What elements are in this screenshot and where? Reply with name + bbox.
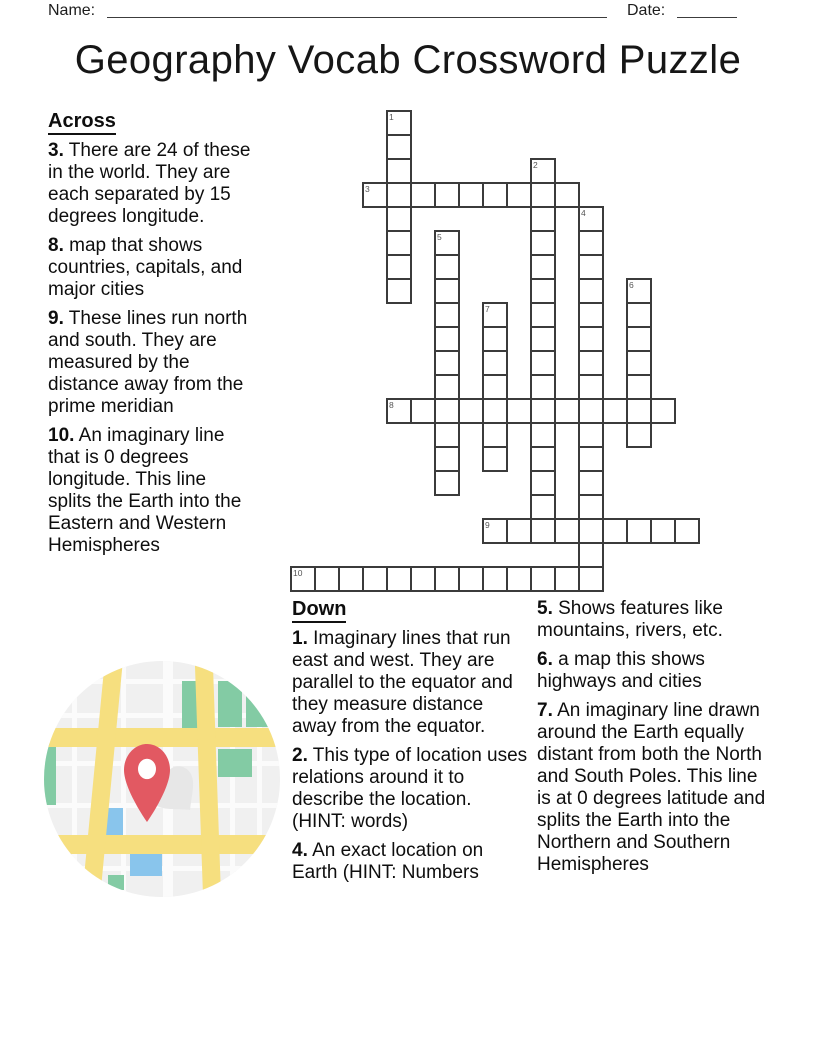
crossword-cell[interactable]	[434, 398, 460, 424]
crossword-cell[interactable]	[338, 566, 364, 592]
map-street	[44, 866, 280, 871]
clue-1	[292, 628, 530, 738]
crossword-cell[interactable]	[674, 518, 700, 544]
across-clue-list	[48, 140, 254, 557]
crossword-cell-7[interactable]	[482, 302, 508, 328]
crossword-cell[interactable]	[578, 470, 604, 496]
crossword-cell[interactable]	[578, 422, 604, 448]
clue-text: There are 24 of these in the world. They are each separated by 15 degrees longitude.	[48, 140, 251, 227]
crossword-cell[interactable]	[506, 518, 532, 544]
clue-number: 7.	[537, 700, 553, 721]
down-section-right	[537, 598, 775, 883]
crossword-cell[interactable]	[530, 470, 556, 496]
map-street	[44, 713, 280, 718]
crossword-cell[interactable]	[530, 302, 556, 328]
crossword-cell-number: 8	[389, 400, 394, 410]
crossword-cell[interactable]	[626, 398, 652, 424]
clue-text: Shows features like mountains, rivers, etc.	[537, 598, 723, 641]
crossword-cell[interactable]	[386, 206, 412, 232]
crossword-cell[interactable]	[626, 374, 652, 400]
location-pin-icon	[124, 744, 170, 822]
crossword-cell[interactable]	[410, 398, 436, 424]
down-heading: Down	[292, 598, 530, 620]
crossword-cell[interactable]	[482, 566, 508, 592]
crossword-cell[interactable]	[482, 350, 508, 376]
map-park-block	[108, 875, 124, 890]
crossword-cell[interactable]	[578, 494, 604, 520]
crossword-cell[interactable]	[362, 566, 388, 592]
map-park-block	[218, 749, 252, 777]
crossword-cell-number: 6	[629, 280, 634, 290]
clue-7	[537, 700, 775, 876]
crossword-cell-9[interactable]	[482, 518, 508, 544]
crossword-cell[interactable]	[530, 278, 556, 304]
crossword-cell[interactable]	[530, 422, 556, 448]
clue-8	[48, 235, 254, 301]
clue-6	[537, 649, 775, 693]
crossword-cell[interactable]	[506, 398, 532, 424]
crossword-cell[interactable]	[482, 182, 508, 208]
map-park-block	[44, 743, 56, 805]
clue-number: 1.	[292, 628, 308, 649]
crossword-cell-number: 4	[581, 208, 586, 218]
crossword-cell[interactable]	[434, 446, 460, 472]
crossword-cell[interactable]	[386, 230, 412, 256]
crossword-cell[interactable]	[434, 374, 460, 400]
crossword-cell[interactable]	[386, 566, 412, 592]
crossword-cell[interactable]	[458, 182, 484, 208]
crossword-cell[interactable]	[626, 326, 652, 352]
crossword-cell[interactable]	[482, 326, 508, 352]
crossword-cell[interactable]	[578, 566, 604, 592]
crossword-cell[interactable]	[554, 566, 580, 592]
crossword-cell[interactable]	[554, 518, 580, 544]
crossword-cell[interactable]	[578, 278, 604, 304]
date-blank-line	[677, 0, 737, 18]
crossword-cell[interactable]	[578, 254, 604, 280]
crossword-cell[interactable]	[434, 422, 460, 448]
crossword-cell[interactable]	[578, 302, 604, 328]
crossword-cell[interactable]	[482, 422, 508, 448]
crossword-cell[interactable]	[434, 470, 460, 496]
crossword-cell-number: 7	[485, 304, 490, 314]
crossword-cell[interactable]	[434, 350, 460, 376]
clue-number: 2.	[292, 745, 308, 766]
crossword-cell-6[interactable]	[626, 278, 652, 304]
crossword-cell[interactable]	[314, 566, 340, 592]
clue-text: Imaginary lines that run east and west. They are parallel to the equator and they measure distance away from the equator.	[292, 628, 513, 737]
across-heading: Across	[48, 110, 254, 132]
clue-number: 4.	[292, 840, 308, 861]
crossword-cell[interactable]	[626, 302, 652, 328]
clue-number: 3.	[48, 140, 64, 161]
crossword-cell[interactable]	[434, 182, 460, 208]
crossword-cell-number: 10	[293, 568, 303, 578]
clue-2	[292, 745, 530, 833]
crossword-cell-4[interactable]	[578, 206, 604, 232]
clue-10	[48, 425, 254, 557]
clue-number: 5.	[537, 598, 553, 619]
name-label: Name:	[48, 2, 96, 19]
crossword-cell[interactable]	[410, 182, 436, 208]
crossword-cell[interactable]	[554, 398, 580, 424]
crossword-cell[interactable]	[386, 182, 412, 208]
crossword-cell[interactable]	[530, 326, 556, 352]
crossword-cell[interactable]	[434, 278, 460, 304]
crossword-cell[interactable]	[602, 518, 628, 544]
clue-9	[48, 308, 254, 418]
crossword-cell[interactable]	[530, 398, 556, 424]
clue-number: 6.	[537, 649, 553, 670]
street-map-illustration	[44, 661, 280, 897]
crossword-cell-number: 9	[485, 520, 490, 530]
crossword-cell[interactable]	[434, 302, 460, 328]
crossword-cell[interactable]	[626, 518, 652, 544]
clue-number: 10.	[48, 425, 75, 446]
crossword-cell[interactable]	[554, 182, 580, 208]
map-park-block	[246, 681, 280, 727]
crossword-cell[interactable]	[530, 350, 556, 376]
crossword-cell[interactable]	[482, 446, 508, 472]
clue-number: 9.	[48, 308, 64, 329]
crossword-cell[interactable]	[578, 350, 604, 376]
clue-text: a map this shows highways and cities	[537, 649, 705, 692]
crossword-cell-number: 5	[437, 232, 442, 242]
name-blank-line	[107, 0, 607, 18]
crossword-cell[interactable]	[530, 206, 556, 232]
map-road-vertical	[80, 661, 124, 897]
crossword-cell[interactable]	[482, 398, 508, 424]
crossword-cell[interactable]	[482, 374, 508, 400]
crossword-cell-2[interactable]	[530, 158, 556, 184]
crossword-cell[interactable]	[578, 374, 604, 400]
date-label: Date:	[627, 2, 666, 19]
crossword-cell-10[interactable]	[290, 566, 316, 592]
crossword-cell[interactable]	[578, 542, 604, 568]
crossword-cell[interactable]	[578, 518, 604, 544]
crossword-cell-5[interactable]	[434, 230, 460, 256]
crossword-cell[interactable]	[506, 566, 532, 592]
crossword-cell[interactable]	[434, 326, 460, 352]
crossword-cell[interactable]	[578, 398, 604, 424]
crossword-cell[interactable]	[530, 374, 556, 400]
crossword-cell[interactable]	[650, 518, 676, 544]
crossword-grid	[290, 110, 700, 592]
clue-text: This type of location uses relations around it to describe the location. (HINT: words)	[292, 745, 528, 832]
down-section-left	[292, 598, 530, 891]
crossword-cell[interactable]	[386, 278, 412, 304]
crossword-cell[interactable]	[530, 494, 556, 520]
crossword-cell[interactable]	[386, 158, 412, 184]
crossword-cell[interactable]	[626, 422, 652, 448]
crossword-cell[interactable]	[578, 446, 604, 472]
crossword-cell[interactable]	[434, 254, 460, 280]
clue-4	[292, 840, 530, 884]
clue-text: An imaginary line that is 0 degrees longitude. This line splits the Earth into the Eastern and Western Hemispheres	[48, 425, 242, 556]
crossword-cell[interactable]	[602, 398, 628, 424]
crossword-cell[interactable]	[434, 566, 460, 592]
clue-5	[537, 598, 775, 642]
crossword-cell-number: 2	[533, 160, 538, 170]
down-clue-list-left	[292, 628, 530, 884]
clue-number: 8.	[48, 235, 64, 256]
crossword-cell[interactable]	[530, 230, 556, 256]
crossword-cell[interactable]	[458, 566, 484, 592]
crossword-cell[interactable]	[530, 254, 556, 280]
crossword-cell-number: 1	[389, 112, 394, 122]
crossword-cell-1[interactable]	[386, 110, 412, 136]
crossword-cell-number: 3	[365, 184, 370, 194]
page-title: Geography Vocab Crossword Puzzle	[74, 38, 742, 82]
crossword-cell[interactable]	[650, 398, 676, 424]
crossword-cell-3[interactable]	[362, 182, 388, 208]
clue-text: These lines run north and south. They are measured by the distance away from the prime meridian	[48, 308, 248, 417]
clue-text: An imaginary line drawn around the Earth equally distant from both the North and South Poles. This line is at 0 degrees latitude and splits the Earth into the Northern and Southern Hemispheres	[537, 700, 766, 875]
crossword-cell[interactable]	[458, 398, 484, 424]
crossword-cell[interactable]	[506, 182, 532, 208]
crossword-cell[interactable]	[530, 182, 556, 208]
down-clue-list-right	[537, 598, 775, 876]
crossword-cell[interactable]	[410, 566, 436, 592]
map-street	[44, 679, 280, 684]
crossword-cell-8[interactable]	[386, 398, 412, 424]
map-street	[72, 661, 77, 897]
crossword-cell[interactable]	[386, 134, 412, 160]
crossword-cell[interactable]	[530, 566, 556, 592]
crossword-cell[interactable]	[578, 230, 604, 256]
across-section	[48, 110, 254, 564]
crossword-cell[interactable]	[578, 326, 604, 352]
clue-text: An exact location on Earth (HINT: Numbers	[292, 840, 484, 883]
crossword-cell[interactable]	[530, 518, 556, 544]
map-road-horizontal	[44, 835, 280, 854]
clue-text: map that shows countries, capitals, and major cities	[48, 235, 243, 300]
crossword-cell[interactable]	[386, 254, 412, 280]
crossword-cell[interactable]	[530, 446, 556, 472]
map-park-block	[218, 681, 242, 727]
clue-3	[48, 140, 254, 228]
crossword-cell[interactable]	[626, 350, 652, 376]
